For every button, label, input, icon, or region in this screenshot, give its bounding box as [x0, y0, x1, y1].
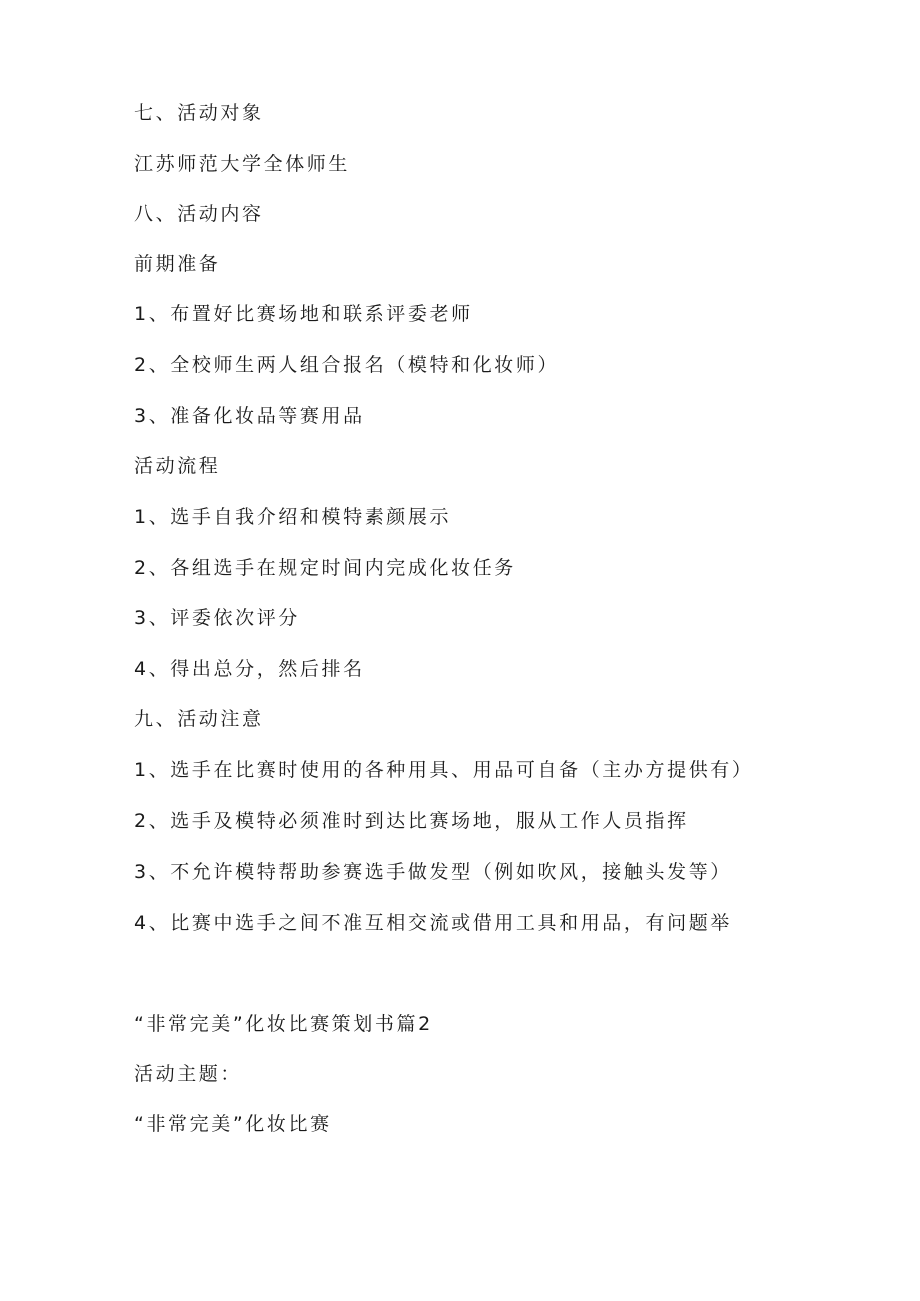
list-item-process-3: 3、评委依次评分 [134, 607, 300, 629]
subheading-process: 活动流程 [134, 455, 221, 477]
label-activity-theme: 活动主题： [134, 1063, 243, 1085]
list-item-process-4: 4、得出总分，然后排名 [134, 658, 365, 680]
list-item-note-2: 2、选手及模特必须准时到达比赛场地，服从工作人员指挥 [134, 810, 689, 832]
subheading-preparation: 前期准备 [134, 253, 221, 275]
list-item-process-1: 1、选手自我介绍和模特素颜展示 [134, 506, 452, 528]
list-item-note-4: 4、比赛中选手之间不准互相交流或借用工具和用品，有问题举 [134, 912, 732, 934]
paragraph-target-audience: 江苏师范大学全体师生 [134, 153, 351, 175]
document-title-part-2: “非常完美”化妆比赛策划书篇2 [134, 1013, 433, 1035]
list-item-prep-1: 1、布置好比赛场地和联系评委老师 [134, 303, 473, 325]
list-item-note-3: 3、不允许模特帮助参赛选手做发型（例如吹风，接触头发等） [134, 861, 732, 883]
list-item-prep-2: 2、全校师生两人组合报名（模特和化妆师） [134, 354, 560, 376]
list-item-note-1: 1、选手在比赛时使用的各种用具、用品可自备（主办方提供有） [134, 759, 754, 781]
paragraph-activity-theme: “非常完美”化妆比赛 [134, 1113, 332, 1135]
section-heading-activity-content: 八、活动内容 [134, 203, 264, 225]
list-item-process-2: 2、各组选手在规定时间内完成化妆任务 [134, 557, 516, 579]
section-heading-notes: 九、活动注意 [134, 708, 264, 730]
list-item-prep-3: 3、准备化妆品等赛用品 [134, 405, 365, 427]
section-heading-activity-target: 七、活动对象 [134, 102, 264, 124]
